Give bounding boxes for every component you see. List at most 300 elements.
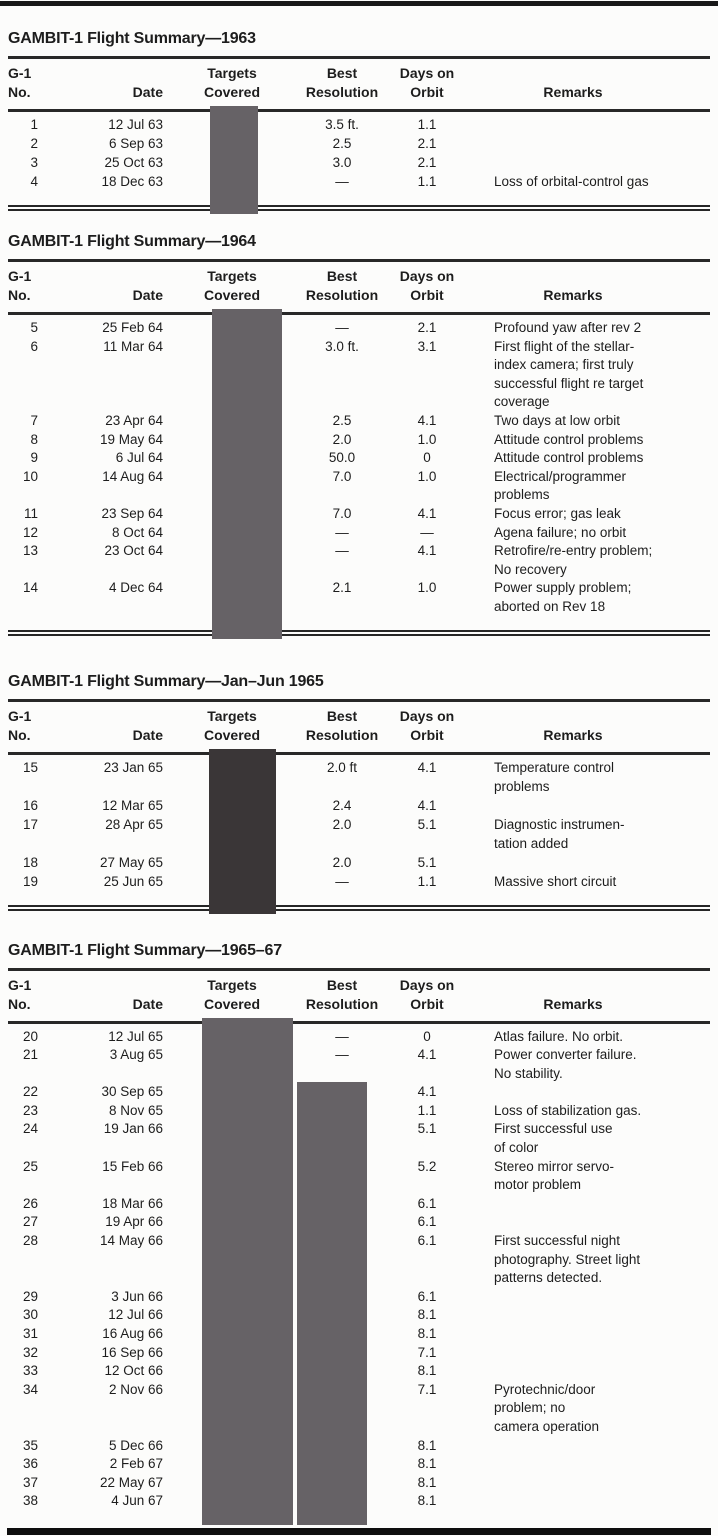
cell-date: 18 Mar 66 xyxy=(102,1195,163,1211)
cell-flight-number: 1 xyxy=(30,117,38,132)
cell-flight-number: 16 xyxy=(22,797,38,813)
cell-flight-number: 13 xyxy=(22,543,38,559)
cell-flight-number: 38 xyxy=(22,1493,38,1509)
cell-date: 8 Nov 65 xyxy=(108,1102,163,1118)
cell-best-resolution xyxy=(296,376,388,395)
cell-flight-number xyxy=(8,376,46,395)
cell-days-on-orbit: 4.1 xyxy=(417,1084,437,1100)
cell-days-on-orbit xyxy=(388,487,466,506)
table-flight-summary-1964 xyxy=(8,233,710,636)
column-header-remarks: Remarks xyxy=(543,995,603,1012)
flight-row-1 xyxy=(8,117,710,136)
cell-date xyxy=(46,779,168,798)
cell-flight-number xyxy=(8,599,46,618)
cell-days-on-orbit xyxy=(388,1177,466,1196)
cell-remarks: Massive short circuit xyxy=(494,873,617,889)
cell-best-resolution xyxy=(296,599,388,618)
flight-row-11 xyxy=(8,506,710,525)
table-title: GAMBIT-1 Flight Summary—1963 xyxy=(8,30,256,47)
cell-date xyxy=(46,599,168,618)
cell-date: 4 Dec 64 xyxy=(108,580,163,596)
column-header-covered: Targets Covered xyxy=(203,65,261,100)
page-top-rule xyxy=(0,1,718,6)
cell-best-resolution: — xyxy=(335,1028,349,1044)
cell-remarks: problem; no xyxy=(494,1400,566,1416)
cell-remarks: problems xyxy=(494,487,550,503)
cell-remarks xyxy=(466,136,710,155)
cell-days-on-orbit: 6.1 xyxy=(417,1195,437,1211)
cell-remarks: No stability. xyxy=(494,1065,563,1081)
cell-remarks: First successful use xyxy=(494,1121,613,1137)
cell-flight-number: 32 xyxy=(22,1344,38,1360)
cell-days-on-orbit: 4.1 xyxy=(417,412,437,428)
cell-date: 4 Jun 67 xyxy=(111,1493,163,1509)
cell-flight-number xyxy=(8,1140,46,1159)
cell-best-resolution: 3.0 ft. xyxy=(325,338,359,354)
flight-row-7 xyxy=(8,413,710,432)
cell-flight-number: 2 xyxy=(30,136,38,151)
table-title: GAMBIT-1 Flight Summary—Jan–Jun 1965 xyxy=(8,672,324,690)
flight-row-17 xyxy=(8,817,710,836)
cell-flight-number: 4 xyxy=(30,174,38,189)
cell-flight-number: 21 xyxy=(22,1047,38,1063)
flight-row-6-cont xyxy=(8,376,710,395)
cell-remarks xyxy=(466,117,710,136)
cell-best-resolution: 2.0 xyxy=(332,854,352,870)
cell-flight-number xyxy=(8,1066,46,1085)
cell-remarks: Atlas failure. No orbit. xyxy=(494,1028,624,1044)
redaction-box xyxy=(209,749,276,914)
cell-date: 22 May 67 xyxy=(99,1474,163,1490)
cell-date: 28 Apr 65 xyxy=(105,816,163,832)
cell-remarks xyxy=(466,1214,710,1233)
cell-best-resolution: 2.5 xyxy=(332,136,352,151)
cell-days-on-orbit xyxy=(388,357,466,376)
column-header-date: Date xyxy=(132,995,163,1012)
table-title: GAMBIT-1 Flight Summary—1964 xyxy=(8,233,256,250)
cell-days-on-orbit xyxy=(388,779,466,798)
cell-flight-number xyxy=(8,1177,46,1196)
cell-date: 12 Oct 66 xyxy=(104,1363,163,1379)
cell-remarks: photography. Street light xyxy=(494,1251,641,1267)
flight-row-15 xyxy=(8,760,710,779)
flight-row-10-cont xyxy=(8,487,710,506)
flight-row-13-cont xyxy=(8,562,710,581)
flight-row-21 xyxy=(8,1047,710,1066)
cell-days-on-orbit: 6.1 xyxy=(417,1288,437,1304)
cell-date xyxy=(46,487,168,506)
redaction-box xyxy=(212,309,282,639)
cell-flight-number: 26 xyxy=(22,1195,38,1211)
cell-date xyxy=(46,1177,168,1196)
cell-flight-number: 27 xyxy=(22,1214,38,1230)
flight-row-12 xyxy=(8,525,710,544)
cell-remarks xyxy=(466,1345,710,1364)
cell-days-on-orbit: 4.1 xyxy=(417,1047,437,1063)
cell-date xyxy=(46,1066,168,1085)
flight-row-5 xyxy=(8,320,710,339)
flight-row-6-cont xyxy=(8,357,710,376)
cell-days-on-orbit: 5.2 xyxy=(417,1158,437,1174)
cell-remarks xyxy=(466,1289,710,1308)
cell-days-on-orbit: 3.1 xyxy=(417,338,437,354)
cell-days-on-orbit: 8.1 xyxy=(417,1307,437,1323)
cell-best-resolution: 2.0 xyxy=(332,816,352,832)
cell-days-on-orbit: 5.1 xyxy=(417,854,437,870)
cell-days-on-orbit: 7.1 xyxy=(417,1381,437,1397)
cell-flight-number: 5 xyxy=(30,320,38,335)
cell-days-on-orbit: 1.1 xyxy=(417,174,437,189)
cell-date xyxy=(46,1400,168,1419)
column-header-resolution: Best Resolution xyxy=(305,707,379,743)
flight-row-3 xyxy=(8,155,710,174)
cell-remarks xyxy=(466,155,710,174)
cell-flight-number: 10 xyxy=(22,468,38,484)
cell-best-resolution: 2.1 xyxy=(332,580,352,596)
cell-best-resolution: 2.4 xyxy=(332,797,352,813)
cell-days-on-orbit: 4.1 xyxy=(417,797,437,813)
cell-date xyxy=(46,357,168,376)
cell-date: 23 Jan 65 xyxy=(103,759,163,775)
cell-flight-number: 6 xyxy=(30,338,38,354)
cell-flight-number: 35 xyxy=(22,1437,38,1453)
cell-flight-number: 28 xyxy=(22,1233,38,1249)
flight-row-9 xyxy=(8,450,710,469)
cell-days-on-orbit: 4.1 xyxy=(417,759,437,775)
table-flight-summary-1963 xyxy=(8,30,710,211)
cell-remarks: First successful night xyxy=(494,1233,621,1249)
cell-best-resolution: — xyxy=(335,524,349,540)
cell-date: 23 Apr 64 xyxy=(105,412,163,428)
cell-remarks: camera operation xyxy=(494,1418,600,1434)
cell-remarks xyxy=(466,798,710,817)
flight-row-14-cont xyxy=(8,599,710,618)
cell-date: 2 Nov 66 xyxy=(108,1381,163,1397)
cell-date: 8 Oct 64 xyxy=(111,524,163,540)
cell-remarks xyxy=(466,1475,710,1494)
cell-date: 3 Aug 65 xyxy=(109,1047,163,1063)
cell-remarks: successful flight re target xyxy=(494,375,644,391)
cell-days-on-orbit xyxy=(388,599,466,618)
cell-best-resolution: 2.0 ft xyxy=(326,759,358,775)
cell-flight-number: 25 xyxy=(22,1158,38,1174)
cell-days-on-orbit xyxy=(388,1066,466,1085)
cell-date: 16 Aug 66 xyxy=(102,1326,163,1341)
cell-days-on-orbit: 8.1 xyxy=(417,1493,437,1509)
flight-row-4 xyxy=(8,174,710,193)
cell-remarks xyxy=(466,1363,710,1382)
table-flight-summary-jan-jun-1965 xyxy=(8,673,710,911)
cell-date: 2 Feb 67 xyxy=(109,1456,163,1472)
cell-remarks: Retrofire/re-entry problem; xyxy=(494,543,653,559)
cell-flight-number: 7 xyxy=(30,412,38,428)
cell-flight-number xyxy=(8,836,46,855)
cell-remarks: tation added xyxy=(494,835,569,851)
cell-flight-number: 19 xyxy=(22,873,38,889)
cell-remarks: aborted on Rev 18 xyxy=(494,598,606,614)
column-header-remarks: Remarks xyxy=(543,726,603,743)
cell-days-on-orbit: 6.1 xyxy=(417,1233,437,1249)
cell-best-resolution xyxy=(296,779,388,798)
cell-date: 25 Oct 63 xyxy=(104,155,163,170)
cell-date: 23 Sep 64 xyxy=(101,505,163,521)
column-header-no-: G-1 No. xyxy=(8,707,32,743)
cell-flight-number: 8 xyxy=(30,431,38,447)
cell-days-on-orbit: 2.1 xyxy=(417,136,437,151)
cell-flight-number: 11 xyxy=(23,505,38,521)
cell-flight-number: 24 xyxy=(22,1121,38,1137)
cell-flight-number: 15 xyxy=(22,759,38,775)
cell-remarks: index camera; first truly xyxy=(494,357,634,373)
cell-days-on-orbit: 0 xyxy=(423,1028,431,1044)
cell-date: 30 Sep 65 xyxy=(101,1084,163,1100)
cell-best-resolution xyxy=(296,487,388,506)
cell-days-on-orbit: — xyxy=(420,524,434,540)
flight-row-15-cont xyxy=(8,779,710,798)
cell-remarks: Stereo mirror servo- xyxy=(494,1158,615,1174)
cell-best-resolution xyxy=(296,394,388,413)
table-title: GAMBIT-1 Flight Summary—1965–67 xyxy=(8,941,282,959)
cell-flight-number: 9 xyxy=(30,450,38,466)
cell-days-on-orbit: 5.1 xyxy=(417,1121,437,1137)
cell-best-resolution: 3.5 ft. xyxy=(325,117,359,132)
cell-best-resolution: — xyxy=(335,1047,349,1063)
cell-flight-number xyxy=(8,357,46,376)
cell-date xyxy=(46,1419,168,1438)
cell-remarks: problems xyxy=(494,778,550,794)
cell-days-on-orbit xyxy=(388,376,466,395)
cell-date: 25 Jun 65 xyxy=(103,873,163,889)
cell-best-resolution: — xyxy=(335,320,349,335)
cell-best-resolution: 7.0 xyxy=(332,505,352,521)
column-header-date: Date xyxy=(132,726,163,743)
cell-flight-number: 22 xyxy=(22,1084,38,1100)
cell-remarks xyxy=(466,1084,710,1103)
cell-remarks: Power supply problem; xyxy=(494,580,632,596)
cell-flight-number xyxy=(8,1270,46,1289)
cell-date xyxy=(46,1270,168,1289)
cell-date xyxy=(46,376,168,395)
cell-remarks xyxy=(466,1196,710,1215)
cell-date: 12 Jul 63 xyxy=(108,117,163,132)
cell-date: 11 Mar 64 xyxy=(103,338,163,354)
flight-row-2 xyxy=(8,136,710,155)
cell-flight-number xyxy=(8,487,46,506)
cell-best-resolution xyxy=(296,357,388,376)
column-header-remarks: Remarks xyxy=(543,287,603,303)
cell-days-on-orbit xyxy=(388,1252,466,1271)
cell-date xyxy=(46,1252,168,1271)
cell-flight-number: 31 xyxy=(22,1326,38,1341)
cell-date: 5 Dec 66 xyxy=(108,1437,163,1453)
table-body xyxy=(8,755,710,911)
cell-date: 12 Mar 65 xyxy=(102,797,163,813)
cell-date: 19 Jan 66 xyxy=(103,1121,163,1137)
page-bottom-rule xyxy=(7,1528,711,1535)
cell-best-resolution: 2.5 xyxy=(332,412,352,428)
flight-row-17-cont xyxy=(8,836,710,855)
cell-remarks xyxy=(466,1438,710,1457)
cell-date: 3 Jun 66 xyxy=(111,1288,163,1304)
cell-flight-number: 17 xyxy=(22,816,38,832)
cell-remarks xyxy=(466,1307,710,1326)
cell-flight-number: 20 xyxy=(22,1028,38,1044)
column-header-covered: Targets Covered xyxy=(203,268,261,303)
cell-flight-number: 23 xyxy=(22,1102,38,1118)
cell-days-on-orbit: 1.0 xyxy=(417,431,437,447)
flight-row-16 xyxy=(8,798,710,817)
column-header-no-: G-1 No. xyxy=(8,65,32,100)
cell-remarks xyxy=(466,1493,710,1512)
cell-date: 27 May 65 xyxy=(99,854,163,870)
table-body xyxy=(8,112,710,211)
cell-date xyxy=(46,562,168,581)
cell-best-resolution: 2.0 xyxy=(332,431,352,447)
cell-date: 15 Feb 66 xyxy=(102,1158,163,1174)
cell-date: 25 Feb 64 xyxy=(102,320,163,335)
cell-flight-number: 18 xyxy=(22,854,38,870)
cell-days-on-orbit xyxy=(388,1140,466,1159)
cell-remarks: coverage xyxy=(494,394,550,410)
flight-row-14 xyxy=(8,580,710,599)
column-header-resolution: Best Resolution xyxy=(305,268,379,303)
cell-remarks xyxy=(466,855,710,874)
cell-remarks: patterns detected. xyxy=(494,1270,603,1286)
cell-remarks: Loss of stabilization gas. xyxy=(494,1102,642,1118)
cell-date xyxy=(46,836,168,855)
cell-days-on-orbit: 4.1 xyxy=(417,505,437,521)
column-header-no-: G-1 No. xyxy=(8,976,32,1012)
table-body xyxy=(8,315,710,636)
cell-remarks: Diagnostic instrumen- xyxy=(494,816,625,832)
table-header xyxy=(8,259,710,315)
cell-remarks: Focus error; gas leak xyxy=(494,505,621,521)
cell-flight-number: 36 xyxy=(22,1456,38,1472)
table-flight-summary-1965-67 xyxy=(8,942,710,1524)
cell-days-on-orbit: 8.1 xyxy=(417,1437,437,1453)
cell-days-on-orbit: 0 xyxy=(423,450,431,466)
cell-date: 6 Sep 63 xyxy=(108,136,163,151)
cell-best-resolution: — xyxy=(335,543,349,559)
cell-days-on-orbit xyxy=(388,1270,466,1289)
cell-flight-number: 34 xyxy=(22,1381,38,1397)
cell-flight-number xyxy=(8,394,46,413)
cell-days-on-orbit: 8.1 xyxy=(417,1474,437,1490)
cell-remarks: of color xyxy=(494,1140,539,1156)
cell-remarks: First flight of the stellar- xyxy=(494,338,635,354)
cell-best-resolution xyxy=(296,562,388,581)
cell-date: 6 Jul 64 xyxy=(115,450,163,466)
cell-days-on-orbit: 1.1 xyxy=(417,1102,437,1118)
cell-date: 18 Dec 63 xyxy=(101,174,163,189)
column-header-resolution: Best Resolution xyxy=(305,976,379,1012)
redaction-box xyxy=(297,1082,367,1525)
cell-remarks: No recovery xyxy=(494,561,567,577)
cell-days-on-orbit: 2.1 xyxy=(417,320,437,335)
cell-remarks: Loss of orbital-control gas xyxy=(494,174,649,189)
cell-best-resolution: — xyxy=(335,174,349,189)
cell-days-on-orbit: 8.1 xyxy=(417,1326,437,1341)
cell-remarks: Two days at low orbit xyxy=(494,412,621,428)
cell-flight-number: 33 xyxy=(22,1363,38,1379)
table-header xyxy=(8,699,710,755)
cell-flight-number xyxy=(8,1400,46,1419)
flight-row-6-cont xyxy=(8,394,710,413)
cell-days-on-orbit: 4.1 xyxy=(417,543,437,559)
column-header-date: Date xyxy=(132,287,163,303)
cell-best-resolution: 7.0 xyxy=(332,468,352,484)
cell-date xyxy=(46,394,168,413)
column-header-orbit: Days on Orbit xyxy=(399,707,455,743)
cell-flight-number: 14 xyxy=(22,580,38,596)
column-header-orbit: Days on Orbit xyxy=(399,268,455,303)
cell-remarks: Temperature control xyxy=(494,759,615,775)
cell-best-resolution: 50.0 xyxy=(328,450,356,466)
cell-remarks: Attitude control problems xyxy=(494,431,644,447)
flight-row-20 xyxy=(8,1029,710,1048)
cell-flight-number: 30 xyxy=(22,1307,38,1323)
cell-flight-number xyxy=(8,1419,46,1438)
table-header xyxy=(8,56,710,112)
cell-days-on-orbit: 2.1 xyxy=(417,155,437,170)
column-header-covered: Targets Covered xyxy=(203,976,261,1012)
cell-days-on-orbit xyxy=(388,562,466,581)
flight-row-19 xyxy=(8,874,710,893)
redaction-box xyxy=(202,1018,293,1525)
flight-row-13 xyxy=(8,543,710,562)
cell-days-on-orbit xyxy=(388,394,466,413)
cell-days-on-orbit xyxy=(388,836,466,855)
cell-date: 14 May 66 xyxy=(99,1233,163,1249)
cell-remarks: motor problem xyxy=(494,1177,582,1193)
cell-date xyxy=(46,1140,168,1159)
cell-days-on-orbit: 7.1 xyxy=(417,1344,437,1360)
cell-best-resolution xyxy=(296,836,388,855)
cell-remarks: Electrical/programmer xyxy=(494,468,627,484)
cell-date: 12 Jul 66 xyxy=(108,1307,163,1323)
cell-days-on-orbit xyxy=(388,1400,466,1419)
cell-days-on-orbit: 1.0 xyxy=(417,468,437,484)
flight-row-18 xyxy=(8,855,710,874)
flight-row-8 xyxy=(8,432,710,451)
column-header-covered: Targets Covered xyxy=(203,707,261,743)
column-header-remarks: Remarks xyxy=(543,84,603,100)
cell-days-on-orbit: 6.1 xyxy=(417,1214,437,1230)
cell-days-on-orbit: 1.0 xyxy=(417,580,437,596)
cell-date: 23 Oct 64 xyxy=(104,543,163,559)
cell-remarks: Agena failure; no orbit xyxy=(494,524,627,540)
cell-days-on-orbit: 1.1 xyxy=(417,873,437,889)
cell-date: 19 Apr 66 xyxy=(105,1214,163,1230)
cell-flight-number xyxy=(8,1252,46,1271)
column-header-orbit: Days on Orbit xyxy=(399,976,455,1012)
cell-days-on-orbit xyxy=(388,1419,466,1438)
cell-remarks: Pyrotechnic/door xyxy=(494,1381,596,1397)
column-header-date: Date xyxy=(132,84,163,100)
cell-remarks: Power converter failure. xyxy=(494,1047,637,1063)
cell-remarks: Profound yaw after rev 2 xyxy=(494,320,642,335)
cell-days-on-orbit: 8.1 xyxy=(417,1363,437,1379)
cell-date: 12 Jul 65 xyxy=(108,1028,163,1044)
cell-remarks xyxy=(466,1456,710,1475)
flight-row-6 xyxy=(8,339,710,358)
column-header-no-: G-1 No. xyxy=(8,268,32,303)
cell-best-resolution: 3.0 xyxy=(332,155,352,170)
cell-date: 19 May 64 xyxy=(99,431,163,447)
cell-date: 16 Sep 66 xyxy=(101,1344,163,1360)
redaction-box xyxy=(210,106,258,214)
flight-row-10 xyxy=(8,469,710,488)
